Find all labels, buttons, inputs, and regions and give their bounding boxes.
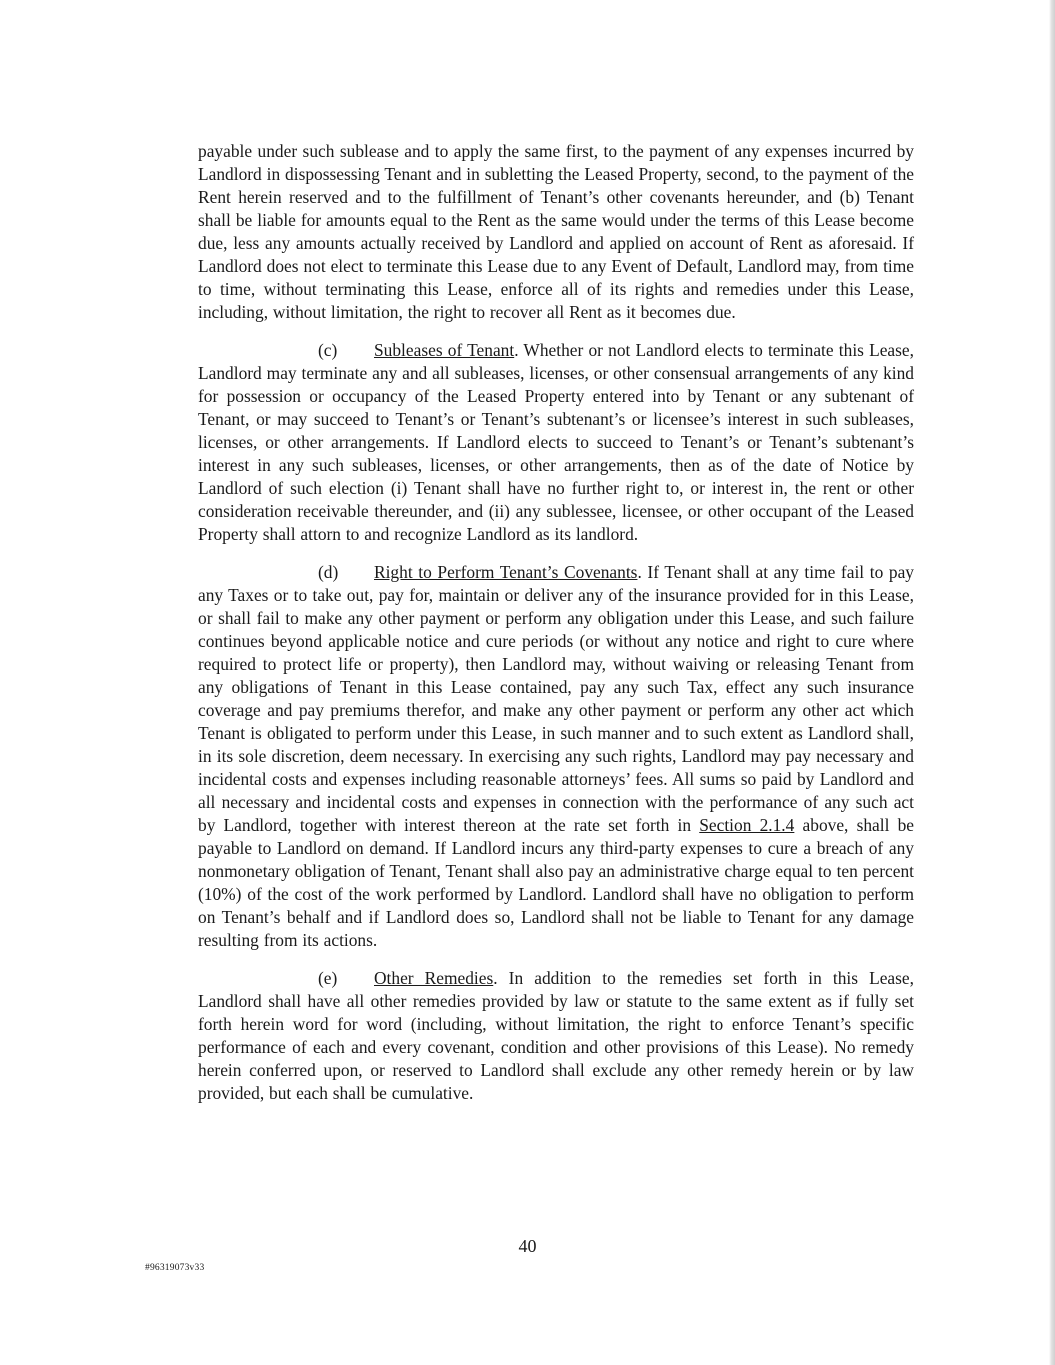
paragraph-d-text-part2: above, shall be payable to Landlord on demand. If Landlord incurs any third-party expenses to cure a breach of any nonmonetary obligation of Tenant, Tenant shall also pay an administrative charge equal to ten percent (10%) of the cost of the work performed by Landlord. Landlord shall have no obligation to perform on Tenant’s behalf and if Landlord does so, Landlord shall not be liable to Tenant for any damage resulting from its actions. xyxy=(198,815,914,950)
document-id: #96319073v33 xyxy=(145,1263,205,1273)
section-reference: Section 2.1.4 xyxy=(699,815,795,835)
paragraph-e xyxy=(198,967,914,1105)
paragraph-continuation-text: payable under such sublease and to apply the same first, to the payment of any expenses incurred by Landlord in dispossessing Tenant and in subletting the Leased Property, second, to the payment of the Rent herein reserved and to the fulfillment of Tenant’s other covenants hereunder, and (b) Tenant shall be liable for amounts equal to the Rent as the same would under the terms of this Lease become due, less any amounts actually received by Landlord and applied on account of Rent as aforesaid. If Landlord does not elect to terminate this Lease due to any Event of Default, Landlord may, from time to time, without terminating this Lease, enforce all of its rights and remedies under this Lease, including, without limitation, the right to recover all Rent as it becomes due. xyxy=(198,141,914,322)
paragraph-c xyxy=(198,339,914,546)
paragraph-d-text-part1: . If Tenant shall at any time fail to pay any Taxes or to take out, pay for, maintain or deliver any of the insurance provided for in this Lease, or shall fail to make any other payment or perform any obligation under this Lease, and such failure continues beyond applicable notice and cure periods (or without any notice and right to cure where required to protect life or property), then Landlord may, without waiving or releasing Tenant from any obligations of Tenant in this Lease contained, pay any such Tax, effect any such insurance coverage and pay premiums therefor, and make any other payment or perform any other act which Tenant is obligated to perform under this Lease, in such manner and to such extent as Landlord shall, in its sole discretion, deem necessary. In exercising any such rights, Landlord may pay necessary and incidental costs and expenses including reasonable attorneys’ fees. All sums so paid by Landlord and all necessary and incidental costs and expenses in connection with the performance of any such act by Landlord, together with interest thereon at the rate set forth in xyxy=(198,562,914,835)
scan-page-edge xyxy=(1049,0,1055,1365)
document-body xyxy=(198,140,914,1120)
page-number: 40 xyxy=(518,1236,537,1256)
paragraph-continuation xyxy=(198,140,914,324)
paragraph-c-letter: (c) xyxy=(318,340,338,360)
paragraph-e-text: . In addition to the remedies set forth in this Lease, Landlord shall have all other remedies provided by law or statute to the same extent as if fully set forth herein word for word (including, without limitation, the right to enforce Tenant’s specific performance of each and every covenant, condition and other provisions of this Lease). No remedy herein conferred upon, or reserved to Landlord shall exclude any other remedy herein or by law provided, but each shall be cumulative. xyxy=(198,968,914,1103)
paragraph-e-letter: (e) xyxy=(318,968,338,988)
paragraph-c-text: . Whether or not Landlord elects to terminate this Lease, Landlord may terminate any and all subleases, licenses, or other consensual arrangements of any kind for possession or occupancy of the Leased Property entered into by Tenant or any subtenant of Tenant, or may succeed to Tenant’s or Tenant’s subtenant’s or licensee’s interest in such subleases, licenses, or other arrangements. If Landlord elects to succeed to Tenant’s or Tenant’s subtenant’s interest in any such subleases, licenses, or other arrangements, then as of the date of Notice by Landlord of such election (i) Tenant shall have no further right to, or interest in, the rent or other consideration receivable thereunder, and (ii) any sublessee, licensee, or other occupant of the Leased Property shall attorn to and recognize Landlord as its landlord. xyxy=(198,340,914,544)
paragraph-d xyxy=(198,561,914,952)
paragraph-e-heading: Other Remedies xyxy=(374,968,494,988)
paragraph-c-heading: Subleases of Tenant xyxy=(374,340,515,360)
paragraph-d-heading: Right to Perform Tenant’s Covenants xyxy=(374,562,638,582)
paragraph-d-letter: (d) xyxy=(318,562,339,582)
